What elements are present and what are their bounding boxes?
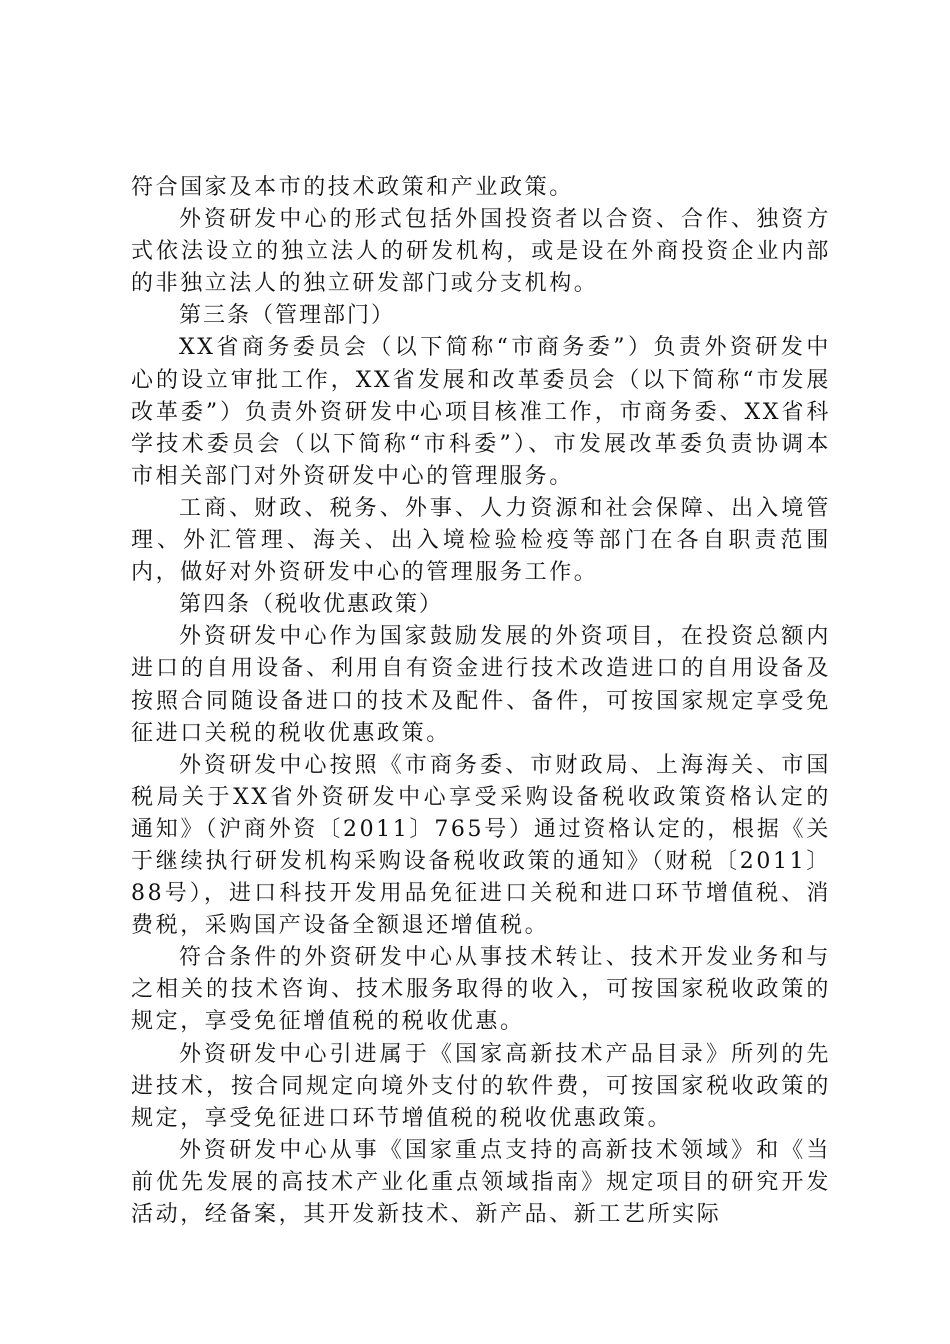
article-3-heading: 第三条（管理部门） bbox=[179, 303, 396, 329]
paragraph-7: 符合条件的外资研发中心从事技术转让、技术开发业务和与之相关的技术咨询、技术服务取得的收入，可按国家税收政策的规定，享受免征增值税的税收优惠。 bbox=[131, 945, 831, 1035]
paragraph-8: 外资研发中心引进属于《国家高新技术产品目录》所列的先进技术，按合同规定向境外支付的软件费，可按国家税收政策的规定，享受免征进口环节增值税的税收优惠政策。 bbox=[131, 1041, 831, 1131]
paragraph-5: 外资研发中心作为国家鼓励发展的外资项目，在投资总额内进口的自用设备、利用自有资金进行技术改造进口的自用设备及按照合同随设备进口的技术及配件、备件，可按国家规定享受免征进口关税的税收优惠政策。 bbox=[131, 624, 831, 746]
paragraph-6: 外资研发中心按照《市商务委、市财政局、上海海关、市国税局关于XX省外资研发中心享受采购设备税收政策资格认定的通知》（沪商外资〔2011〕765号）通过资格认定的，根据《关于继续执行研发机构采购设备税收政策的通知》（财税〔2011〕88号），进口科技开发用品免征进口关税和进口环节增值税、消费税，采购国产设备全额退还增值税。 bbox=[131, 752, 831, 939]
document-body bbox=[131, 172, 831, 1231]
paragraph-4: 工商、财政、税务、外事、人力资源和社会保障、出入境管理、外汇管理、海关、出入境检验检疫等部门在各自职责范围内，做好对外资研发中心的管理服务工作。 bbox=[131, 495, 831, 586]
paragraph-3: XX省商务委员会（以下简称“市商务委”）负责外资研发中心的设立审批工作，XX省发展和改革委员会（以下简称“市发展改革委”）负责外资研发中心项目核准工作，市商务委、XX省科学技术委员会（以下简称“市科委”）、市发展改革委负责协调本市相关部门对外资研发中心的管理服务。 bbox=[131, 335, 831, 489]
paragraph-9: 外资研发中心从事《国家重点支持的高新技术领域》和《当前优先发展的高技术产业化重点领域指南》规定项目的研究开发活动，经备案，其开发新技术、新产品、新工艺所实际 bbox=[131, 1137, 831, 1227]
paragraph-1: 符合国家及本市的技术政策和产业政策。 bbox=[131, 175, 574, 200]
article-4-heading: 第四条（税收优惠政策） bbox=[179, 592, 444, 618]
paragraph-2: 外资研发中心的形式包括外国投资者以合资、合作、独资方式依法设立的独立法人的研发机构，或是设在外商投资企业内部的非独立法人的独立研发部门或分支机构。 bbox=[131, 207, 831, 297]
